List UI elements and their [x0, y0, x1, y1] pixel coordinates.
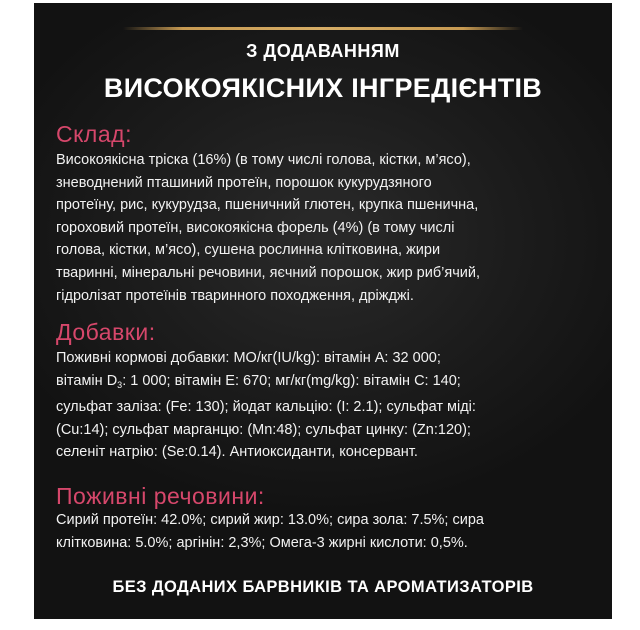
- additives-line: сульфат заліза: (Fe: 130); йодат кальцію: (І: 2.1); сульфат міді:: [56, 399, 476, 416]
- additives-line: селеніт натрію: (Se:0.14). Антиоксиданти, консервант.: [56, 444, 418, 461]
- composition-title: Склад:: [56, 121, 132, 147]
- composition-line: голова, кістки, м’ясо), сушена рослинна клітковина, жири: [56, 242, 441, 259]
- composition-line: гідролізат протеїнів тваринного походження, дріжджі.: [56, 287, 414, 304]
- additives-title: Добавки:: [56, 319, 156, 345]
- composition-line: тваринні, мінеральні речовини, яєчний порошок, жир риб’ячий,: [56, 264, 480, 281]
- additives-line: [56, 370, 594, 397]
- nutrients-text: [56, 509, 594, 554]
- footer-claim: БЕЗ ДОДАНИХ БАРВНИКІВ ТА АРОМАТИЗАТОРІВ: [112, 578, 534, 596]
- composition-text: [56, 149, 594, 307]
- additives-line: Поживні кормові добавки: МО/кг(IU/kg): вітамін А: 32 000;: [56, 350, 441, 366]
- additives-text: [56, 347, 594, 464]
- header-headline: ВИСОКОЯКІСНИХ ІНГРЕДІЄНТІВ: [103, 73, 543, 103]
- header-kicker: З ДОДАВАННЯМ: [246, 41, 400, 61]
- nutrients-line: Сирий протеїн: 42.0%; сирий жир: 13.0%; сира зола: 7.5%; сира: [56, 512, 484, 528]
- additives-line: (Cu:14); сульфат марганцю: (Mn:48); сульфат цинку: (Zn:120);: [56, 421, 471, 438]
- nutrients-line: клітковина: 5.0%; аргінін: 2,3%; Омега-3 жирні кислоти: 0,5%.: [56, 534, 468, 551]
- ingredients-panel: [34, 3, 612, 619]
- additives-line-rest: : 1 000; вітамін Е: 670; мг/кг(mg/kg): вітамін С: 140;: [122, 372, 461, 389]
- composition-line: Високоякісна тріска (16%) (в тому числі голова, кістки, м’ясо),: [56, 152, 471, 168]
- nutrients-title: Поживні речовини:: [56, 483, 265, 509]
- gold-divider: [123, 27, 523, 30]
- vitamin-d-subscript: 3: [117, 379, 123, 390]
- vitamin-d-label: вітамін D: [56, 372, 118, 389]
- composition-line: протеїну, рис, кукурудза, пшеничний глютен, крупка пшенична,: [56, 197, 479, 214]
- composition-line: гороховий протеїн, високоякісна форель (4%) (в тому числі: [56, 219, 455, 236]
- composition-line: зневоднений пташиний протеїн, порошок кукурудзяного: [56, 174, 432, 191]
